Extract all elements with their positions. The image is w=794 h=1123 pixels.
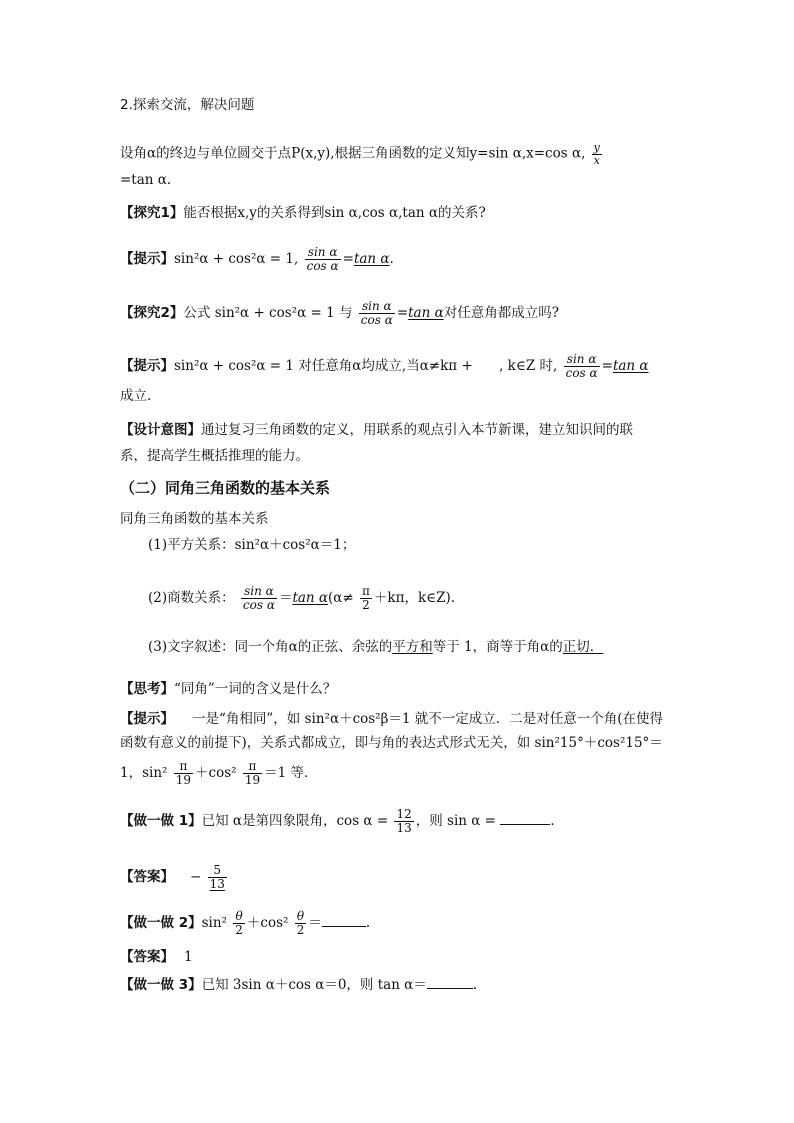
section-title: 2.探索交流，解决问题 [120, 97, 255, 113]
answer-2: 【答案】 1 [120, 949, 193, 965]
section-heading: （二）同角三角函数的基本关系 [120, 479, 331, 497]
hint-3-line-2: 函数有意义的前提下)，关系式都成立，即与角的表达式形式无关，如 sin²15°＋cos²15°＝ [120, 735, 663, 751]
think: 【思考】“同角”一词的含义是什么？ [120, 681, 337, 697]
sin-over-cos-fraction: $\frac{\text{sin α}}{\text{cos α}}$ [306, 245, 339, 273]
hint-2-line-2: 成立. [120, 388, 152, 404]
exercise-2: 【做一做 2】sin² $\frac{\theta}{2}$ ＋cos² $\frac{\theta}{2}$ ＝ . [120, 909, 371, 937]
hint-2: 【提示】sin²α + cos²α = 1 对任意角α均成立,当α≠kπ + , k∈Z 时, $\frac{\text{sin α}}{\text{cos α}}$ =tan α [120, 352, 649, 380]
explore-2: 【探究2】公式 sin²α + cos²α = 1 与 $\frac{\text{sin α}}{\text{cos α}}$ =tan α对任意角都成立吗? [120, 299, 559, 327]
relation-quotient: (2)商数关系： $\frac{\text{sin α}}{\text{cos α}}$ ＝tan α(α≠ $\frac{\pi}{2}$ ＋kπ，k∈Z). [148, 584, 456, 612]
answer-blank[interactable] [427, 976, 473, 989]
sin-over-cos-fraction: $\frac{\text{sin α}}{\text{cos α}}$ [242, 584, 275, 612]
sin-over-cos-fraction: $\frac{\text{sin α}}{\text{cos α}}$ [565, 352, 598, 380]
exercise-1: 【做一做 1】已知 α是第四象限角，cos α = $\frac{12}{13}$ ，则 sin α = . [120, 807, 555, 835]
relation-square: (1)平方关系：sin²α＋cos²α＝1； [148, 537, 356, 553]
design-intent-line-2: 系，提高学生概括推理的能力。 [120, 448, 309, 464]
hint-1: 【提示】sin²α + cos²α = 1, $\frac{\text{sin α}}{\text{cos α}}$ =tan α. [120, 245, 394, 273]
pi-over-2-fraction: $\frac{\pi}{2}$ [362, 584, 370, 612]
hint-3: 【提示】 一是“角相同”，如 sin²α＋cos²β＝1 就不一定成立．二是对任意一个角(在使得 [120, 711, 664, 727]
12-over-13-fraction: $\frac{12}{13}$ [396, 807, 412, 835]
5-over-13-fraction: $\frac{5}{13}$ [209, 863, 225, 891]
hint-3-line-3: 1，sin² $\frac{\pi}{19}$ ＋cos² $\frac{\pi}{19}$ ＝1 等． [120, 759, 318, 787]
explore-1: 【探究1】能否根据x,y的关系得到sin α,cos α,tan α的关系? [120, 205, 486, 221]
theta-over-2-fraction: $\frac{\theta}{2}$ [235, 909, 243, 937]
design-intent: 【设计意图】通过复习三角函数的定义，用联系的观点引入本节新课，建立知识间的联 [120, 422, 633, 438]
pi-over-19-fraction: $\frac{\pi}{19}$ [175, 759, 192, 787]
sin-over-cos-fraction: $\frac{\text{sin α}}{\text{cos α}}$ [360, 299, 393, 327]
theta-over-2-fraction: $\frac{\theta}{2}$ [296, 909, 305, 937]
answer-1: 【答案】 − $\frac{5}{13}$ [120, 863, 225, 891]
relation-text: (3)文字叙述：同一个角α的正弦、余弦的平方和等于 1，商等于角α的正切． [148, 639, 604, 655]
intro-line-1: 设角α的终边与单位圆交于点P(x,y),根据三角函数的定义知y=sin α,x=cos α, $\frac{y}{x}$ [120, 141, 600, 167]
section-subheading: 同角三角函数的基本关系 [120, 511, 269, 527]
exercise-3: 【做一做 3】已知 3sin α＋cos α＝0，则 tan α＝ . [120, 977, 478, 993]
pi-over-19-fraction: $\frac{\pi}{19}$ [244, 759, 261, 787]
answer-blank[interactable] [322, 914, 366, 927]
intro-line-2: =tan α. [120, 172, 172, 188]
answer-blank[interactable] [500, 812, 550, 825]
y-over-x-fraction: $\frac{y}{x}$ [593, 141, 600, 167]
